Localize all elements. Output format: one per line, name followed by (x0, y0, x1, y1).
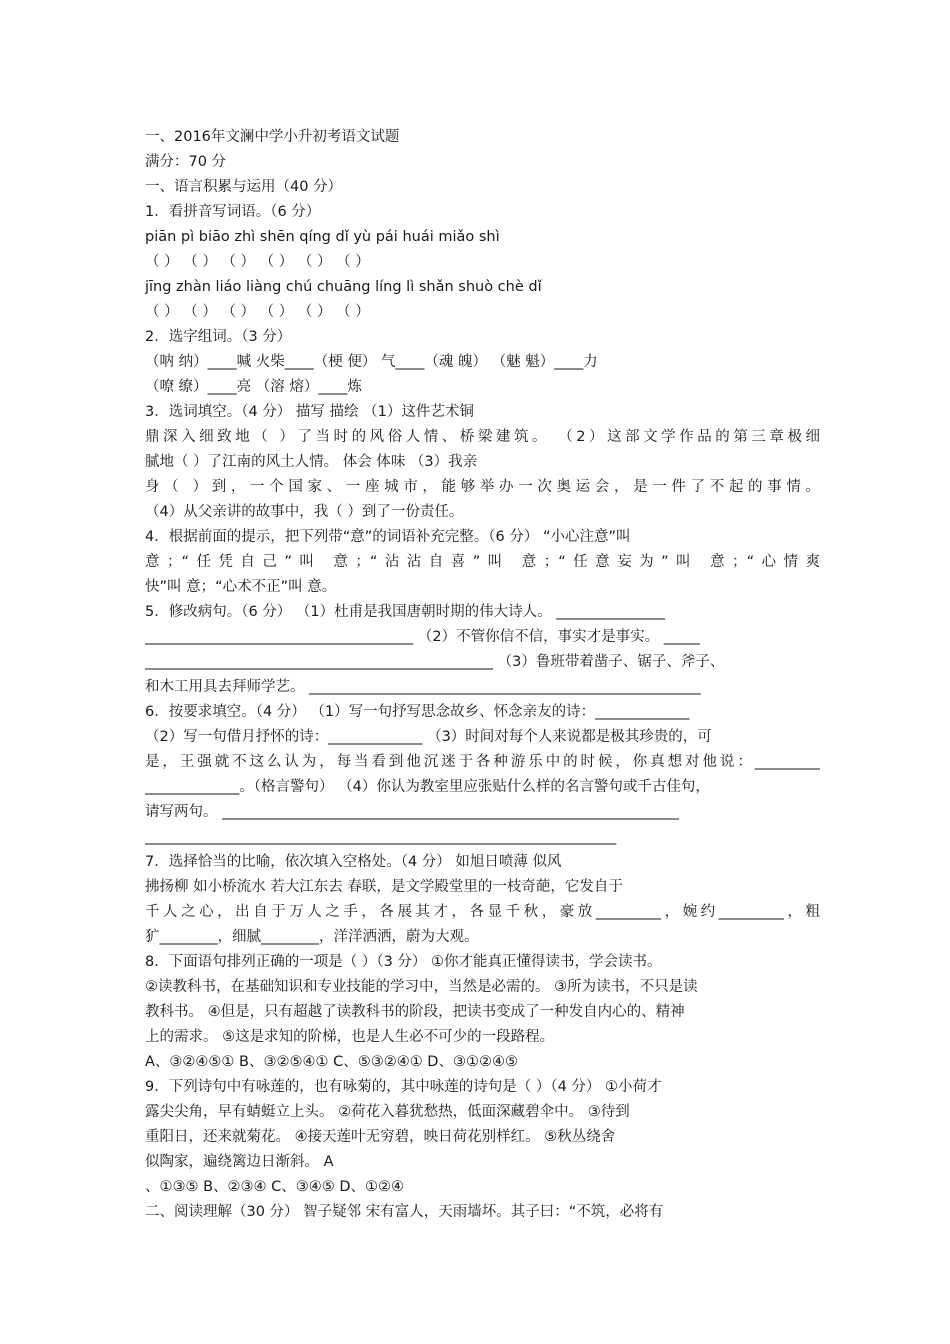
question-3: 3．选词填空。（4 分） 描写 描绘 （1）这件艺术铜 (145, 404, 474, 420)
question-line: （呐 纳）____喊 火柴____（梗 便） 气____（魂 魄） （魅 魁）____力 (145, 354, 598, 370)
question-line: 是，王强就不这么认为，每当看到他沉迷于各种游乐中的时候，你真想对他说：_________ (145, 754, 820, 770)
question-line: 露尖尖角，早有蜻蜓立上头。 ②荷花入暮犹愁热，低面深藏碧伞中。 ③待到 (145, 1104, 630, 1120)
question-line: ②读教科书，在基础知识和专业技能的学习中，当然是必需的。 ③所为读书，不只是读 (145, 979, 698, 995)
question-9: 9．下列诗句中有咏莲的，也有咏菊的，其中咏莲的诗句是（ ）（4 分） ①小荷才 (145, 1079, 662, 1095)
question-line: ________________________________________________ （3）鲁班带着凿子、锯子、斧子、 (145, 654, 725, 670)
question-line: 和木工用具去拜师学艺。 ______________________________________________________ (145, 679, 701, 695)
doc-title: 一、2016年文澜中学小升初考语文试题 (145, 129, 400, 145)
question-6: 6．按要求填空。（4 分） （1）写一句抒写思念故乡、怀念亲友的诗：_____________ (145, 704, 690, 720)
pinyin-row: piān pì biāo zhì shēn qíng dǐ yù pái huái miǎo shì (145, 229, 500, 245)
question-line: 意；“任凭自己”叫 意；“沾沾自喜”叫 意；“任意妄为”叫 意；“心情爽 (145, 554, 820, 570)
question-line: 千人之心，出自于万人之手，各展其才，各显千秋，豪放_________，婉约_________，粗 (145, 904, 820, 920)
question-7: 7．选择恰当的比喻，依次填入空格处。（4 分） 如旭日喷薄 似风 (145, 854, 562, 870)
question-line: 上的需求。 ⑤这是求知的阶梯，也是人生必不可少的一段路程。 (145, 1029, 555, 1045)
question-line: 腻地（ ）了江南的风土人情。 体会 体味 （3）我亲 (145, 454, 478, 470)
answer-options: 、①③⑤ B、②③④ C、③④⑤ D、①②④ (145, 1179, 405, 1195)
question-line: 快”叫 意；“心术不正”叫 意。 (145, 579, 337, 595)
question-line: 犷________，细腻________，洋洋洒洒，蔚为大观。 (145, 929, 479, 945)
question-5: 5．修改病句。（6 分） （1）杜甫是我国唐朝时期的伟大诗人。 _______________ (145, 604, 666, 620)
question-line: 重阳日，还来就菊花。 ④接天莲叶无穷碧，映日荷花别样红。 ⑤秋丛绕舍 (145, 1129, 616, 1145)
question-line: 身（ ）到，一个国家、一座城市，能够举办一次奥运会，是一件了不起的事情。 (145, 479, 820, 495)
question-2: 2．选字组词。（3 分） (145, 329, 292, 345)
question-line: 拂扬柳 如小桥流水 若大江东去 春联，是文学殿堂里的一枝奇葩，它发自于 (145, 879, 623, 895)
section-heading: 一、语言积累与运用（40 分） (145, 179, 343, 195)
answer-blanks: （ ） （ ） （ ） （ ） （ ） （ ） (145, 304, 370, 320)
pinyin-row: jīng zhàn liáo liàng chú chuāng líng lì shǎn shuò chè dǐ (145, 279, 542, 295)
question-4: 4．根据前面的提示，把下列带“意”的词语补充完整。（6 分） “小心注意”叫 (145, 529, 631, 545)
question-line: 似陶家，遍绕篱边日渐斜。 A (145, 1154, 334, 1170)
question-line: 教科书。 ④但是，只有超越了读教科书的阶段，把读书变成了一种发自内心的、精神 (145, 1004, 685, 1020)
answer-blanks: （ ） （ ） （ ） （ ） （ ） （ ） (145, 254, 370, 270)
question-line: 鼎深入细致地（ ）了当时的风俗人情、桥梁建筑。 （2）这部文学作品的第三章极细 (145, 429, 820, 445)
question-line: _____________________________________ （2）不管你信不信，事实才是事实。 _____ (145, 629, 700, 645)
question-line: （4）从父亲讲的故事中，我（ ）到了一份责任。 (145, 504, 464, 520)
question-line: （嘹 缭）____亮 （溶 熔）____炼 (145, 379, 362, 395)
full-score: 满分：70 分 (145, 154, 227, 170)
answer-options: A、③②④⑤① B、③②⑤④① C、⑤③②④① D、③①②④⑤ (145, 1054, 518, 1070)
question-8: 8．下面语句排列正确的一项是（ ）（3 分） ①你才能真正懂得读书，学会读书。 (145, 954, 662, 970)
question-line: _____________。（格言警句） （4）你认为教室里应张贴什么样的名言警句或千古佳句， (145, 779, 710, 795)
section-heading: 二、阅读理解（30 分） 智子疑邻 宋有富人，天雨墙坏。其子曰：“不筑，必将有 (145, 1204, 664, 1220)
question-line: _________________________________________________________________ (145, 829, 617, 845)
question-line: 请写两句。 _______________________________________________________________ (145, 804, 679, 820)
question-line: （2）写一句借月抒怀的诗：_____________ （3）时间对每个人来说都是极其珍贵的，可 (145, 729, 712, 745)
question-1: 1．看拼音写词语。（6 分） (145, 204, 321, 220)
